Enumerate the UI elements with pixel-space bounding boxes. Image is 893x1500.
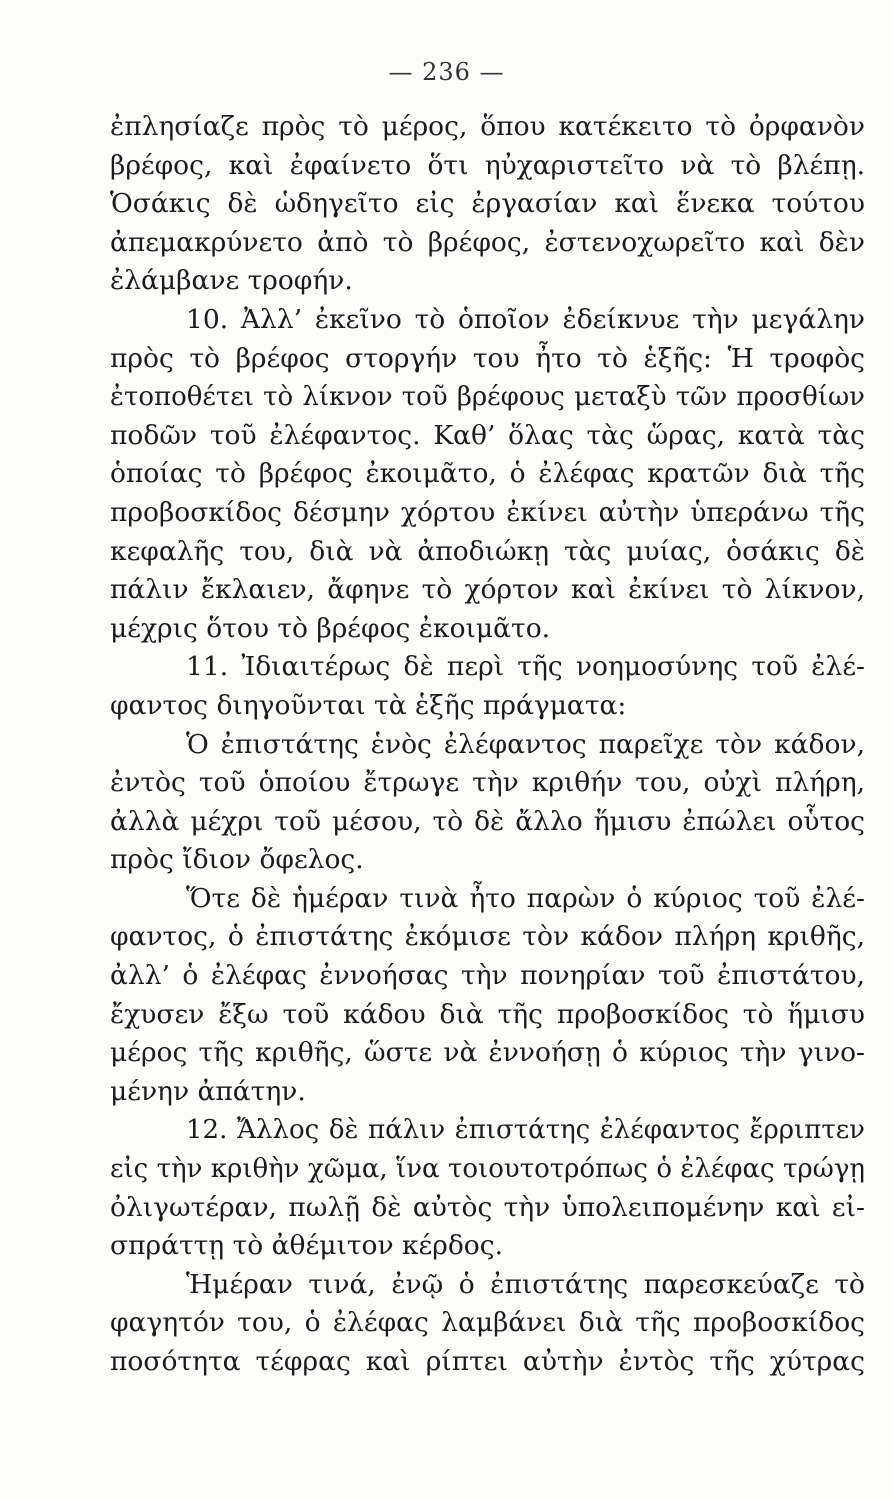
- text-line: φαγητόν του, ὁ ἐλέφας λαμβάνει διὰ τῆς προβοσκίδος: [110, 1307, 865, 1339]
- text-line: ὁποίας τὸ βρέφος ἐκοιμᾶτο, ὁ ἐλέφας κρατῶν διὰ τῆς: [110, 458, 865, 490]
- text-line: Ὁσάκις δὲ ὡδηγεῖτο εἰς ἐργασίαν καὶ ἕνεκα τούτου: [110, 188, 865, 220]
- text-line: πρὸς ἴδιον ὄφελος.: [110, 844, 364, 876]
- text-line: Ὁ ἐπιστάτης ἑνὸς ἐλέφαντος παρεῖχε τὸν κάδον,: [186, 728, 865, 760]
- text-line: Ἡμέραν τινά, ἐνῷ ὁ ἐπιστάτης παρεσκεύαζε τὸ: [186, 1268, 865, 1300]
- text-line: μέχρις ὅτου τὸ βρέφος ἐκοιμᾶτο.: [110, 612, 551, 644]
- text-line: ἐπλησίαζε πρὸς τὸ μέρος, ὅπου κατέκειτο τὸ ὀρφανὸν: [110, 111, 865, 142]
- text-line: 10. Ἀλλ’ ἐκεῖνο τὸ ὁποῖον ἐδείκνυε τὴν μεγάλην: [186, 303, 865, 335]
- text-line: μέρος τῆς κριθῆς, ὥστε νὰ ἐννοήσῃ ὁ κύριος τὴν γινο-: [110, 1037, 865, 1069]
- text-line: 12. Ἄλλος δὲ πάλιν ἐπιστάτης ἐλέφαντος ἔρριπτεν: [186, 1115, 865, 1146]
- text-line: ἔχυσεν ἔξω τοῦ κάδου διὰ τῆς προβοσκίδος τὸ ἥμισυ: [110, 998, 865, 1030]
- text-line: ἐτοποθέτει τὸ λίκνον τοῦ βρέφους μεταξὺ τῶν προσθίων: [110, 382, 865, 413]
- text-line: μένην ἀπάτην.: [110, 1075, 306, 1107]
- text-line: ἀπεμακρύνετο ἀπὸ τὸ βρέφος, ἐστενοχωρεῖτο καὶ δὲν: [110, 226, 865, 258]
- text-line: φαντος διηγοῦνται τὰ ἑξῆς πράγματα:: [110, 689, 627, 721]
- text-line: ὀλιγωτέραν, πωλῇ δὲ αὐτὸς τὴν ὑπολειπομένην καὶ εἰ-: [110, 1191, 865, 1223]
- body-text: [110, 108, 865, 1382]
- text-line: Ὅτε δὲ ἡμέραν τινὰ ἦτο παρὼν ὁ κύριος τοῦ ἐλέ-: [186, 882, 865, 914]
- text-line: κεφαλῆς του, διὰ νὰ ἀποδιώκῃ τὰς μυίας, ὁσάκις δὲ: [110, 535, 865, 567]
- text-line: σπράττῃ τὸ ἀθέμιτον κέρδος.: [110, 1230, 504, 1262]
- text-line: ἐντὸς τοῦ ὁποίου ἔτρωγε τὴν κριθήν του, οὐχὶ πλήρη,: [110, 767, 865, 799]
- text-line: φαντος, ὁ ἐπιστάτης ἐκόμισε τὸν κάδον πλήρη κριθῆς,: [110, 921, 865, 953]
- text-line: προβοσκίδος δέσμην χόρτου ἐκίνει αὐτὴν ὑπεράνω τῆς: [110, 496, 865, 528]
- text-line: 11. Ἰδιαιτέρως δὲ περὶ τῆς νοημοσύνης τοῦ ἐλέ-: [186, 651, 865, 683]
- text-line: ἀλλ’ ὁ ἐλέφας ἐννοήσας τὴν πονηρίαν τοῦ ἐπιστάτου,: [110, 960, 865, 992]
- text-line: πρὸς τὸ βρέφος στοργήν του ἦτο τὸ ἑξῆς: Ἡ τροφὸς: [110, 342, 865, 374]
- text-line: ἀλλὰ μέχρι τοῦ μέσου, τὸ δὲ ἄλλο ἥμισυ ἐπώλει οὗτος: [110, 805, 865, 837]
- text-line: πάλιν ἔκλαιεν, ἄφηνε τὸ χόρτον καὶ ἐκίνει τὸ λίκνον,: [110, 574, 865, 606]
- text-line: βρέφος, καὶ ἐφαίνετο ὅτι ηὐχαριστεῖτο νὰ τὸ βλέπῃ.: [110, 149, 865, 181]
- text-line: εἰς τὴν κριθὴν χῶμα, ἵνα τοιουτοτρόπως ὁ ἐλέφας τρώγῃ: [110, 1154, 865, 1185]
- page-number: — 236 —: [388, 58, 505, 86]
- text-line: ποσότητα τέφρας καὶ ρίπτει αὐτὴν ἐντὸς τῆς χύτρας: [110, 1346, 865, 1377]
- text-line: ποδῶν τοῦ ἐλέφαντος. Καθ’ ὅλας τὰς ὥρας, κατὰ τὰς: [110, 419, 865, 451]
- text-line: ἐλάμβανε τροφήν.: [110, 265, 353, 297]
